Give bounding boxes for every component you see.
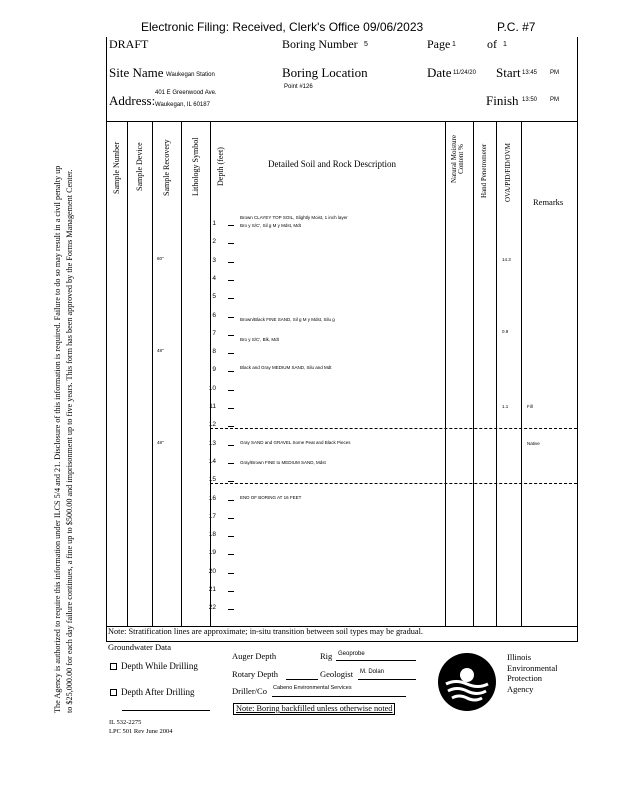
iepa-logo bbox=[436, 651, 498, 713]
depth-label: 7 bbox=[212, 330, 216, 337]
col-sample-recovery: Sample Recovery bbox=[162, 139, 171, 196]
signature-line bbox=[122, 710, 210, 711]
depth-label: 21 bbox=[208, 586, 216, 593]
remark-native: Native bbox=[527, 441, 540, 446]
description-line: Gray SAND and GRAVEL Some Peat and Black Pieces bbox=[240, 440, 351, 445]
description-line: Brown/Black FINE SAND, Sil g M y Mdst, Silu g bbox=[240, 317, 335, 322]
depth-label: 5 bbox=[212, 293, 216, 300]
geologist-label: Geologist bbox=[320, 669, 354, 679]
depth-tick bbox=[228, 225, 234, 226]
start-ampm: PM bbox=[550, 70, 559, 76]
water-level-icon bbox=[110, 663, 117, 670]
geologist-line bbox=[358, 679, 416, 680]
depth-label: 6 bbox=[212, 312, 216, 319]
form-left-border bbox=[106, 37, 107, 642]
depth-label: 8 bbox=[212, 348, 216, 355]
depth-label: 17 bbox=[208, 513, 216, 520]
recovery-value: 48" bbox=[157, 440, 164, 445]
col-divider bbox=[496, 121, 497, 626]
auger-depth-label: Auger Depth bbox=[232, 651, 277, 661]
depth-tick bbox=[228, 390, 234, 391]
col-penetrometer: Hand Penetrometer bbox=[480, 143, 488, 198]
address-line1: 401 E Greenwood Ave. bbox=[155, 90, 217, 96]
depth-tick bbox=[228, 426, 234, 427]
boring-number-value: 5 bbox=[364, 41, 368, 48]
depth-tick bbox=[228, 481, 234, 482]
water-level-icon bbox=[110, 689, 117, 696]
rig-label: Rig bbox=[320, 651, 333, 661]
depth-label: 9 bbox=[212, 366, 216, 373]
col-ova: OVA/PID/FID/OVM bbox=[504, 143, 512, 202]
description-line: Bro y S/C', Sil g M y Mdst, Mdt bbox=[240, 223, 301, 228]
depth-after-drilling: Depth After Drilling bbox=[121, 687, 195, 697]
description-line: Brown CLAYEY TOP SOIL, Slightly Moist, 1 inch layer bbox=[240, 215, 348, 220]
depth-tick bbox=[228, 317, 234, 318]
depth-label: 19 bbox=[208, 549, 216, 556]
stratification-line bbox=[210, 483, 577, 484]
depth-label: 22 bbox=[208, 604, 216, 611]
col-divider bbox=[445, 121, 446, 626]
depth-label: 18 bbox=[208, 531, 216, 538]
header-divider bbox=[106, 121, 578, 122]
depth-label: 11 bbox=[209, 403, 216, 410]
depth-label: 16 bbox=[208, 495, 216, 502]
side-note-line1: The Agency is authorized to require this information under ILCS 5/4 and 21. Disclosure of this information is required. Failure to do so may result in a civil penalty up bbox=[53, 165, 62, 713]
recovery-value: 48" bbox=[157, 348, 164, 353]
depth-label: 13 bbox=[208, 440, 216, 447]
draft-label: DRAFT bbox=[109, 37, 149, 51]
depth-tick bbox=[228, 408, 234, 409]
depth-tick bbox=[228, 335, 234, 336]
depth-label: 12 bbox=[208, 421, 216, 428]
depth-tick bbox=[228, 463, 234, 464]
ova-value: 14.3 bbox=[502, 257, 511, 262]
address-label: Address: bbox=[109, 93, 156, 108]
depth-label: 14 bbox=[208, 458, 216, 465]
col-depth: Depth (feet) bbox=[216, 147, 225, 186]
stratification-note: Note: Stratification lines are approximate; in-situ transition between soil types may be gradual. bbox=[108, 627, 423, 636]
col-lithology-symbol: Lithology Symbol bbox=[191, 137, 200, 196]
col-divider bbox=[521, 121, 522, 626]
depth-label: 1 bbox=[212, 220, 216, 227]
col-divider bbox=[181, 121, 182, 626]
depth-tick bbox=[228, 536, 234, 537]
depth-label: 15 bbox=[208, 476, 216, 483]
depth-label: 3 bbox=[212, 257, 216, 264]
col-description: Detailed Soil and Rock Description bbox=[268, 159, 396, 169]
geologist-value: M. Dolan bbox=[360, 669, 385, 675]
depth-tick bbox=[228, 298, 234, 299]
depth-label: 20 bbox=[208, 568, 216, 575]
filing-stamp: Electronic Filing: Received, Clerk's Office 09/06/2023 bbox=[141, 20, 424, 34]
date-label: Date bbox=[427, 65, 452, 80]
col-divider bbox=[152, 121, 153, 626]
depth-label: 10 bbox=[208, 385, 216, 392]
form-id-2: LPC 501 Rev June 2004 bbox=[109, 728, 173, 735]
ova-value: 1.1 bbox=[502, 404, 509, 409]
driller-line bbox=[272, 696, 406, 697]
page-value: 1 bbox=[452, 41, 456, 48]
description-line: Bro y S/C', Blk, Mdt bbox=[240, 337, 279, 342]
driller-value: Cabeno Environmental Services bbox=[273, 685, 352, 691]
of-label: of bbox=[487, 37, 497, 51]
ova-value: 0.9 bbox=[502, 329, 509, 334]
address-line2: Waukegan, IL 60187 bbox=[155, 102, 210, 108]
description-line: Black and Gray MEDIUM SAND, Silu and Mdt bbox=[240, 365, 332, 370]
col-divider bbox=[473, 121, 474, 626]
col-divider bbox=[127, 121, 128, 626]
note-bottom-border bbox=[106, 641, 578, 642]
start-label: Start bbox=[496, 65, 521, 80]
boring-location-label: Boring Location bbox=[282, 65, 368, 80]
depth-tick bbox=[228, 554, 234, 555]
groundwater-label: Groundwater Data bbox=[108, 642, 172, 652]
finish-label: Finish bbox=[486, 93, 519, 108]
depth-tick bbox=[228, 591, 234, 592]
col-moisture: Natural Moisture Content % bbox=[450, 135, 466, 184]
recovery-value: 60" bbox=[157, 256, 164, 261]
depth-tick bbox=[228, 243, 234, 244]
col-sample-device: Sample Device bbox=[135, 142, 144, 191]
site-name-label: Site Name bbox=[109, 65, 164, 80]
boring-number-label: Boring Number bbox=[282, 37, 358, 51]
rotary-depth-line bbox=[286, 679, 318, 680]
remark-fill: Fill bbox=[527, 404, 533, 409]
date-value: 11/24/20 bbox=[453, 70, 476, 76]
side-note-line2: to $25,000.00 for each day failure continues, a fine up to $500.00 and imprisonment up to five years. This form has been approved by the Forms Management Center. bbox=[65, 169, 74, 713]
depth-tick bbox=[228, 262, 234, 263]
pc-number: P.C. #7 bbox=[497, 20, 536, 34]
of-value: 1 bbox=[503, 41, 507, 48]
agency-name: Illinois Environmental Protection Agency bbox=[507, 652, 558, 694]
page-label: Page bbox=[427, 37, 451, 51]
form-right-border bbox=[577, 37, 578, 642]
depth-tick bbox=[228, 609, 234, 610]
rig-value: Geoprobe bbox=[338, 651, 365, 657]
col-sample-number: Sample Number bbox=[112, 141, 121, 194]
depth-label: 2 bbox=[212, 238, 216, 245]
depth-tick bbox=[228, 280, 234, 281]
depth-tick bbox=[228, 371, 234, 372]
depth-tick bbox=[228, 518, 234, 519]
col-moisture-wrap bbox=[447, 126, 473, 196]
stratification-line bbox=[210, 428, 577, 429]
driller-label: Driller/Co bbox=[232, 686, 267, 696]
form-id-1: IL 532-2275 bbox=[109, 719, 142, 726]
backfill-note: Note: Boring backfilled unless otherwise noted bbox=[233, 703, 395, 715]
depth-while-drilling: Depth While Drilling bbox=[121, 661, 198, 671]
finish-ampm: PM bbox=[550, 97, 559, 103]
depth-tick bbox=[228, 445, 234, 446]
site-name-value: Waukegan Station bbox=[166, 72, 215, 78]
finish-value: 13:50 bbox=[522, 97, 538, 103]
depth-label: 4 bbox=[212, 275, 216, 282]
boring-location-value: Point #126 bbox=[284, 84, 313, 90]
rig-line bbox=[336, 660, 416, 661]
rotary-depth-label: Rotary Depth bbox=[232, 669, 279, 679]
start-value: 13:45 bbox=[522, 70, 538, 76]
description-line: END OF BORING AT 16 FEET bbox=[240, 495, 302, 500]
depth-tick bbox=[228, 500, 234, 501]
col-remarks: Remarks bbox=[533, 197, 564, 207]
depth-tick bbox=[228, 353, 234, 354]
depth-tick bbox=[228, 573, 234, 574]
description-line: Gray/Brown FINE to MEDIUM SAND, Mdst bbox=[240, 460, 326, 465]
